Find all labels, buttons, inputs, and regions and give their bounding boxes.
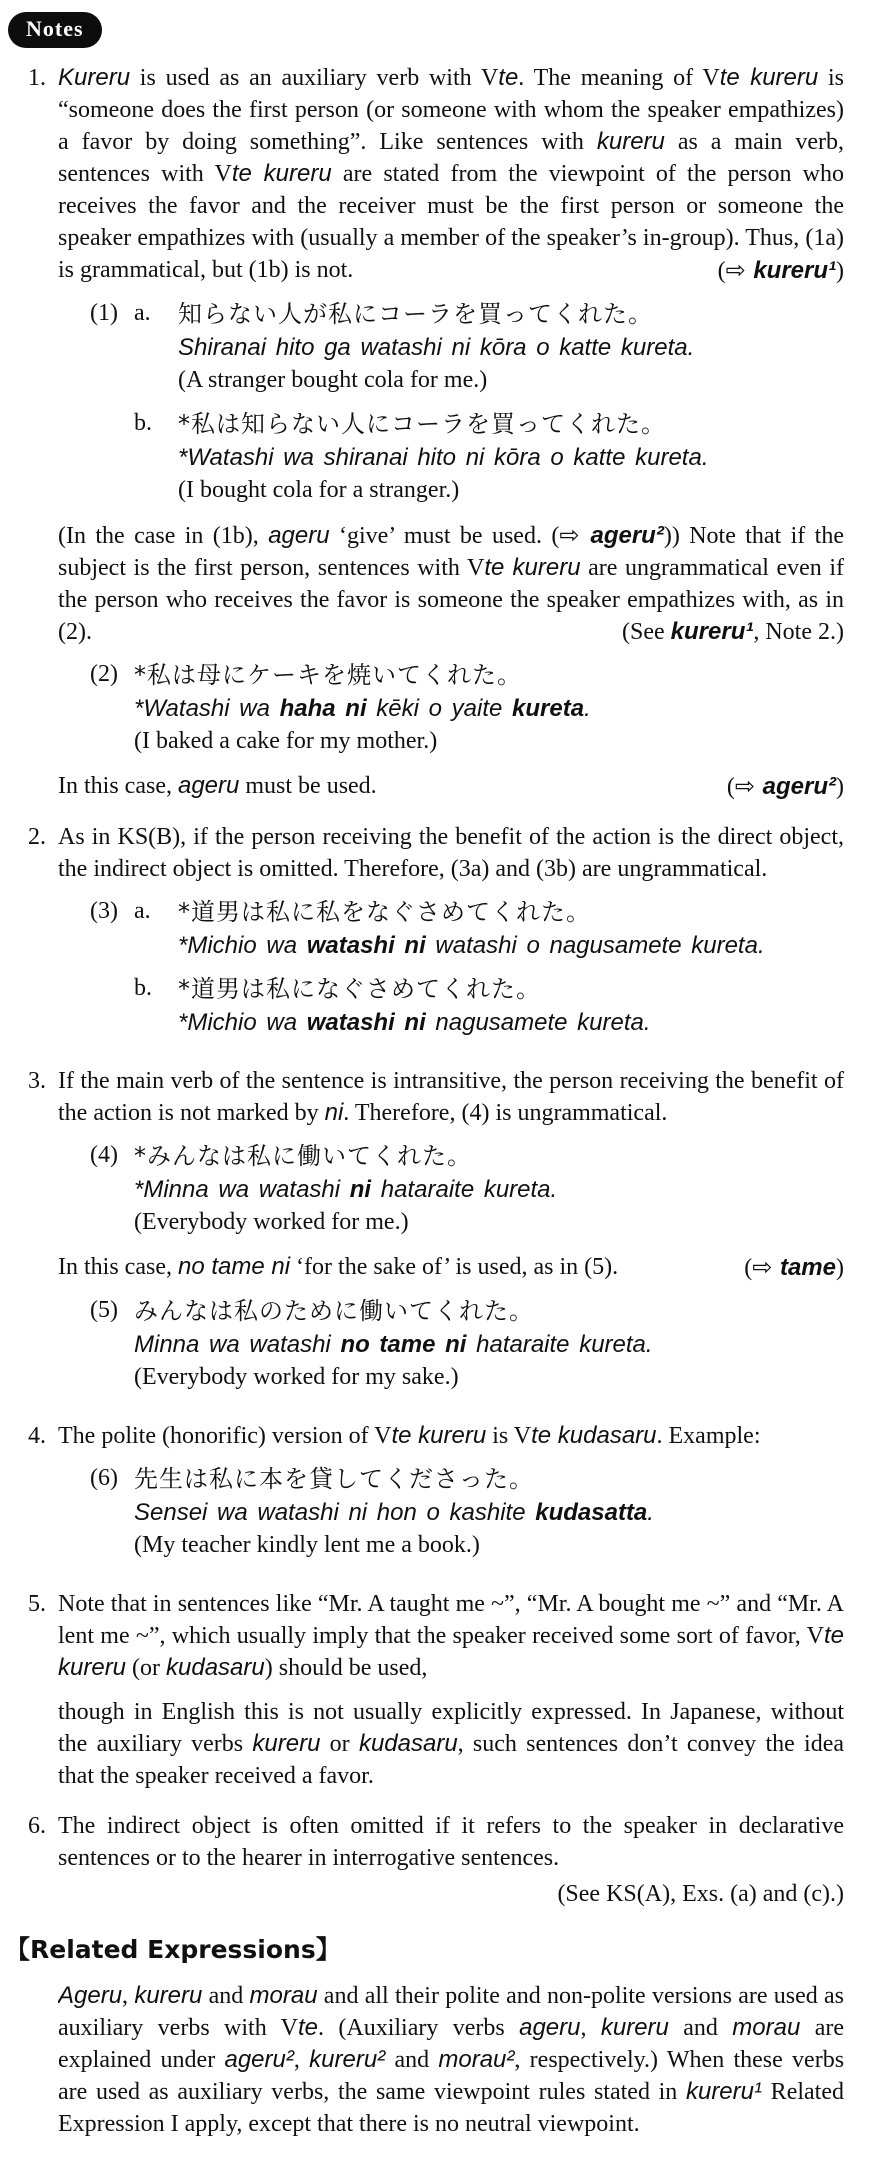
note-4 [28,1420,844,1574]
note-5-number: 5. [28,1591,46,1617]
example-1b [134,407,844,507]
japanese-sentence: *みんなは私に働いてくれた。 [134,1142,472,1170]
english-translation: (I bought cola for a stranger.) [178,477,460,503]
paragraph-text: If the main verb of the sentence is intransitive, the person receiving the benefit of the action is not marked by ni. Therefore, (4) is ungrammatical. [58,1068,844,1126]
example-1a-body [178,297,844,397]
note-5-body [58,1588,844,1796]
example-1-number: (1) [90,300,118,326]
romanization: *Michio wa watashi ni watashi o nagusamete kureta. [178,932,765,959]
note-4-paragraph-1 [58,1420,844,1452]
romanization: Shiranai hito ga watashi ni kōra o katte kureta. [178,334,695,361]
cross-reference-ageru2: (⇨ ageru²) [726,772,844,800]
paragraph-text: Kureru is used as an auxiliary verb with Vte. The meaning of Vte kureru is “someone does the first person (or someone with whom the speaker empathizes) a favor by doing something”. Like sentences with kureru as a main verb, sentences with Vte kureru are stated from the viewpoint of the person who receives the favor and the receiver must be the first person or someone the speaker empathizes with (usually a member of the speaker’s in-group). Thus, (1a) is grammatical, but (1b) is not. [58,64,844,283]
paragraph-text: In this case, no tame ni ‘for the sake of’ is used, as in (5). [58,1253,619,1280]
note-4-body [58,1420,844,1574]
cross-reference-see-kureru1: (See kureru¹, Note 2.) [622,618,844,645]
example-4-number: (4) [90,1142,118,1168]
example-5-body [134,1294,844,1394]
example-4 [90,1139,844,1239]
japanese-sentence: みんなは私のために働いてくれた。 [134,1297,534,1325]
example-1-items [134,297,844,507]
note-3-paragraph-2 [58,1251,844,1284]
romanization: *Michio wa watashi ni nagusamete kureta. [178,1009,651,1036]
note-6 [28,1810,844,1910]
example-3a-body [178,895,844,962]
cross-reference-see-ks-a: (See KS(A), Exs. (a) and (c).) [557,1881,844,1907]
example-3b-body [178,972,844,1039]
cross-reference-tame: (⇨ tame) [744,1253,844,1281]
romanization: *Watashi wa haha ni kēki o yaite kureta. [134,695,591,722]
note-3 [28,1065,844,1406]
note-6-paragraph-1 [58,1810,844,1874]
related-expressions-heading: 【Related Expressions】 [5,1935,341,1964]
example-4-body [134,1139,844,1239]
japanese-sentence: *道男は私になぐさめてくれた。 [178,975,541,1003]
paragraph-text: The polite (honorific) version of Vte kureru is Vte kudasaru. Example: [58,1422,761,1449]
note-5 [28,1588,844,1796]
example-6 [90,1462,844,1562]
paragraph-text: though in English this is not usually explicitly expressed. In Japanese, without the auxiliary verbs kureru or kudasaru, such sentences don’t convey the idea that the speaker received a favor. [58,1699,844,1789]
paragraph-text: Ageru, kureru and morau and all their polite and non-polite versions are used as auxiliary verbs with Vte. (Auxiliary verbs ageru, kureru and morau are explained under ageru², kureru² and morau², respectively.) When these verbs are used as auxiliary verbs, the same viewpoint rules stated in kureru¹ Related Expression I apply, except that there is no neutral viewpoint. [58,1982,844,2137]
english-translation: (My teacher kindly lent me a book.) [134,1532,480,1558]
note-6-number: 6. [28,1813,46,1839]
example-2-number: (2) [90,661,118,687]
example-6-body [134,1462,844,1562]
note-2-number: 2. [28,824,46,850]
example-1a-letter: a. [134,300,151,326]
romanization: *Watashi wa shiranai hito ni kōra o katte kureta. [178,444,709,471]
example-1b-letter: b. [134,410,152,436]
romanization: Sensei wa watashi ni hon o kashite kudasatta. [134,1499,654,1526]
paragraph-text: As in KS(B), if the person receiving the benefit of the action is the direct object, the indirect object is omitted. Therefore, (3a) and (3b) are ungrammatical. [58,824,844,882]
related-expressions-paragraph [58,1980,844,2140]
english-translation: (Everybody worked for me.) [134,1209,409,1235]
note-1-paragraph-1 [58,62,844,287]
cross-reference-kureru1: (⇨ kureru¹) [717,256,844,284]
english-translation: (I baked a cake for my mother.) [134,728,438,754]
note-2-body [58,821,844,1051]
example-3-number: (3) [90,898,118,924]
note-5-paragraph-2 [58,1696,844,1792]
japanese-sentence: *私は母にケーキを焼いてくれた。 [134,661,522,689]
paragraph-text: The indirect object is often omitted if it refers to the speaker in declarative sentences or to the hearer in interrogative sentences. [58,1813,844,1871]
example-2-body [134,658,844,758]
note-1 [28,62,844,807]
example-5-number: (5) [90,1297,118,1323]
note-2-paragraph-1 [58,821,844,885]
romanization: *Minna wa watashi ni hataraite kureta. [134,1176,558,1203]
note-1-paragraph-3 [58,770,844,803]
example-5 [90,1294,844,1394]
notes-section-badge: Notes [8,12,102,48]
japanese-sentence: *私は知らない人にコーラを買ってくれた。 [178,410,666,438]
note-4-number: 4. [28,1423,46,1449]
example-1a [134,297,844,397]
example-3-items [134,895,844,1039]
english-translation: (Everybody worked for my sake.) [134,1364,459,1390]
note-3-number: 3. [28,1068,46,1094]
example-3b [134,972,844,1039]
paragraph-text: Note that in sentences like “Mr. A taught me ~”, “Mr. A bought me ~” and “Mr. A lent me ~”, which usually imply that the speaker received some sort of favor, Vte kureru (or kudasaru) should be used, [58,1591,844,1681]
paragraph-text: In this case, ageru must be used. [58,772,377,799]
note-2 [28,821,844,1051]
example-3 [90,895,844,1039]
japanese-sentence: 知らない人が私にコーラを買ってくれた。 [178,300,653,328]
english-translation: (A stranger bought cola for me.) [178,367,488,393]
example-6-number: (6) [90,1465,118,1491]
example-1 [90,297,844,507]
romanization: Minna wa watashi no tame ni hataraite kureta. [134,1331,653,1358]
example-2 [90,658,844,758]
note-1-number: 1. [28,65,46,91]
paragraph-text: (In the case in (1b), ageru ‘give’ must be used. (⇨ ageru²)) Note that if the subject is the first person, sentences with Vte kureru are ungrammatical even if the person who receives the favor is someone the speaker empathizes with, as in (2). [58,521,844,645]
example-3b-letter: b. [134,975,152,1001]
note-3-body [58,1065,844,1406]
note-5-paragraph-1 [58,1588,844,1684]
note-1-body [58,62,844,807]
note-1-paragraph-2 [58,519,844,648]
example-3a [134,895,844,962]
japanese-sentence: 先生は私に本を貸してくださった。 [134,1465,534,1493]
example-1b-body [178,407,844,507]
japanese-sentence: *道男は私に私をなぐさめてくれた。 [178,898,591,926]
note-6-body [58,1810,844,1910]
note-3-paragraph-1 [58,1065,844,1129]
example-3a-letter: a. [134,898,151,924]
